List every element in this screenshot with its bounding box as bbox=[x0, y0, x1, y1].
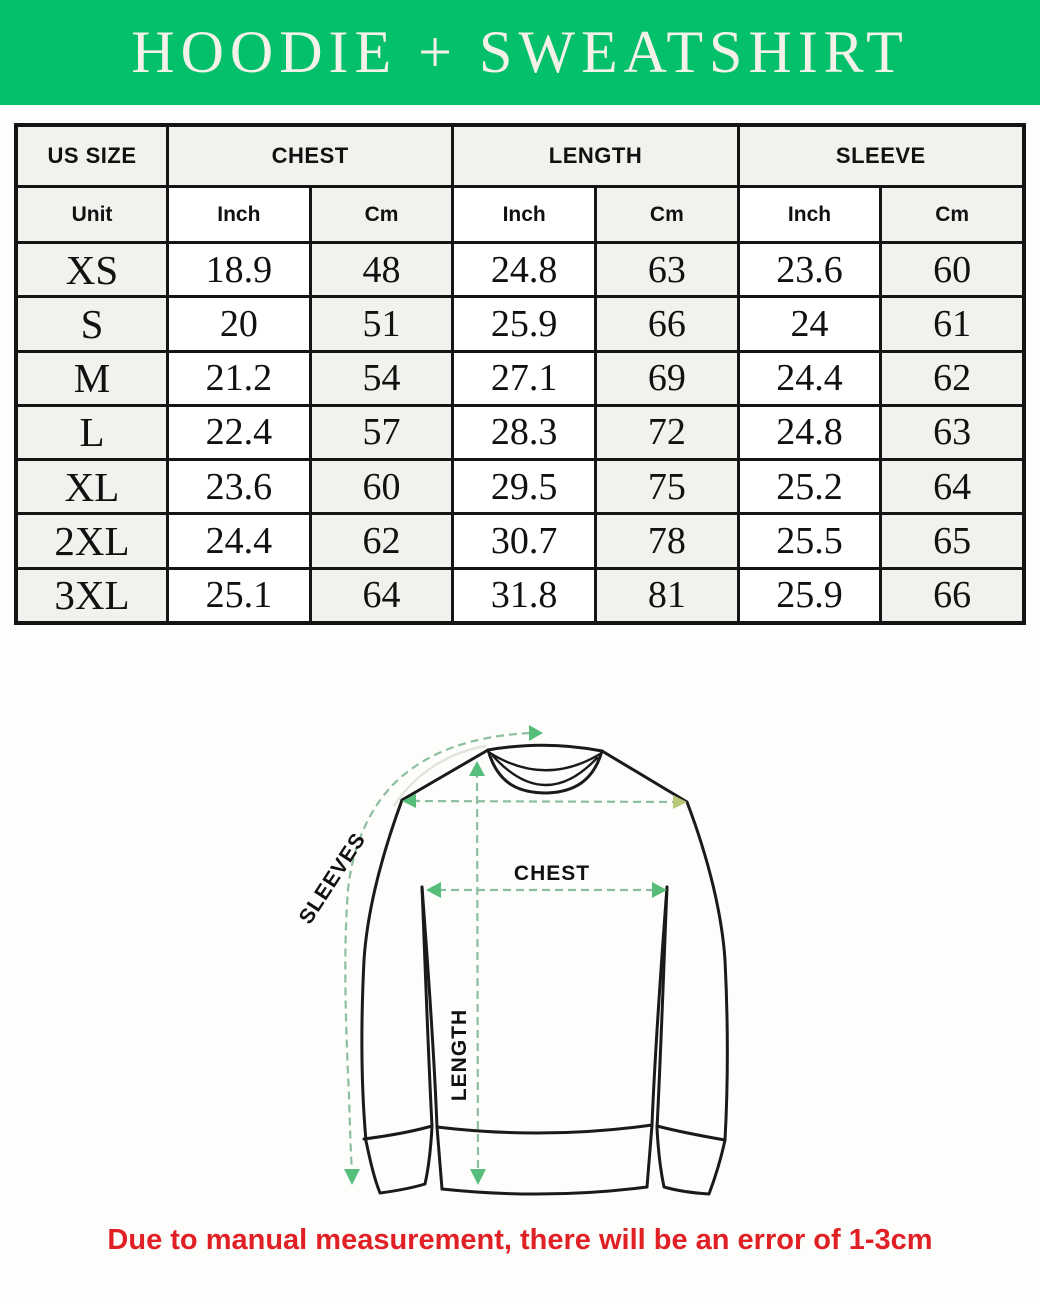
size-value-cell: 24.4 bbox=[740, 353, 880, 404]
unit-length-inch: Inch bbox=[454, 188, 594, 241]
sweatshirt-drawing bbox=[290, 690, 790, 1220]
size-value-cell: 24.4 bbox=[169, 515, 309, 566]
size-chart-table bbox=[14, 123, 1026, 625]
size-value-cell: 25.1 bbox=[169, 570, 309, 621]
size-value-cell: 23.6 bbox=[169, 461, 309, 512]
length-measure-line bbox=[477, 770, 478, 1174]
size-value-cell: 61 bbox=[882, 298, 1022, 349]
size-value-cell: 23.6 bbox=[740, 244, 880, 295]
size-value-cell: 24 bbox=[740, 298, 880, 349]
size-value-cell: 75 bbox=[597, 461, 737, 512]
size-value-cell: 66 bbox=[882, 570, 1022, 621]
size-value-cell: 25.9 bbox=[740, 570, 880, 621]
length-arrow-down bbox=[470, 1169, 486, 1185]
chest-label: CHEST bbox=[513, 862, 591, 885]
size-value-cell: 62 bbox=[882, 353, 1022, 404]
size-value-cell: 57 bbox=[312, 407, 452, 458]
size-value-cell: 65 bbox=[882, 515, 1022, 566]
size-value-cell: 64 bbox=[312, 570, 452, 621]
size-label: L bbox=[18, 407, 166, 458]
size-label: S bbox=[18, 298, 166, 349]
size-value-cell: 54 bbox=[312, 353, 452, 404]
sleeve-arrow-bottom bbox=[344, 1169, 360, 1185]
sleeve-arrow-top bbox=[529, 725, 543, 741]
unit-sleeve-inch: Inch bbox=[740, 188, 880, 241]
size-value-cell: 21.2 bbox=[169, 353, 309, 404]
page-title: HOODIE + SWEATSHIRT bbox=[131, 19, 909, 85]
size-value-cell: 51 bbox=[312, 298, 452, 349]
size-value-cell: 28.3 bbox=[454, 407, 594, 458]
size-value-cell: 66 bbox=[597, 298, 737, 349]
size-value-cell: 31.8 bbox=[454, 570, 594, 621]
size-label: XL bbox=[18, 461, 166, 512]
size-value-cell: 62 bbox=[312, 515, 452, 566]
size-value-cell: 60 bbox=[882, 244, 1022, 295]
size-value-cell: 25.9 bbox=[454, 298, 594, 349]
size-value-cell: 81 bbox=[597, 570, 737, 621]
unit-length-cm: Cm bbox=[597, 188, 737, 241]
size-value-cell: 69 bbox=[597, 353, 737, 404]
size-label: 3XL bbox=[18, 570, 166, 621]
sweatshirt-outline bbox=[362, 745, 727, 1194]
size-value-cell: 64 bbox=[882, 461, 1022, 512]
length-arrow-up bbox=[469, 761, 485, 776]
size-value-cell: 24.8 bbox=[740, 407, 880, 458]
title-banner bbox=[0, 0, 1040, 105]
size-value-cell: 30.7 bbox=[454, 515, 594, 566]
unit-header: Unit bbox=[18, 188, 166, 241]
size-value-cell: 63 bbox=[597, 244, 737, 295]
measure-lines bbox=[345, 733, 678, 1174]
shoulder-measure-line bbox=[412, 801, 678, 802]
size-label: 2XL bbox=[18, 515, 166, 566]
collar bbox=[488, 745, 602, 793]
length-label: LENGTH bbox=[448, 1008, 471, 1102]
size-value-cell: 63 bbox=[882, 407, 1022, 458]
size-value-cell: 24.8 bbox=[454, 244, 594, 295]
sleeves-label: SLEEVES bbox=[294, 828, 371, 929]
size-value-cell: 60 bbox=[312, 461, 452, 512]
size-value-cell: 72 bbox=[597, 407, 737, 458]
header-length: LENGTH bbox=[454, 127, 736, 185]
chest-arrow-left bbox=[426, 882, 441, 898]
measurement-disclaimer: Due to manual measurement, there will be an error of 1-3cm bbox=[107, 1224, 933, 1256]
size-label: M bbox=[18, 353, 166, 404]
size-value-cell: 78 bbox=[597, 515, 737, 566]
size-value-cell: 29.5 bbox=[454, 461, 594, 512]
measurement-diagram bbox=[290, 690, 790, 1220]
size-value-cell: 25.2 bbox=[740, 461, 880, 512]
sleeve-measure-line bbox=[345, 733, 530, 1172]
size-value-cell: 22.4 bbox=[169, 407, 309, 458]
size-value-cell: 25.5 bbox=[740, 515, 880, 566]
chest-arrow-right bbox=[652, 882, 667, 898]
size-value-cell: 27.1 bbox=[454, 353, 594, 404]
header-sleeve: SLEEVE bbox=[740, 127, 1022, 185]
unit-chest-cm: Cm bbox=[312, 188, 452, 241]
size-value-cell: 48 bbox=[312, 244, 452, 295]
unit-sleeve-cm: Cm bbox=[882, 188, 1022, 241]
size-value-cell: 20 bbox=[169, 298, 309, 349]
size-value-cell: 18.9 bbox=[169, 244, 309, 295]
unit-chest-inch: Inch bbox=[169, 188, 309, 241]
header-chest: CHEST bbox=[169, 127, 451, 185]
size-label: XS bbox=[18, 244, 166, 295]
measure-arrows bbox=[344, 725, 687, 1185]
header-us-size: US SIZE bbox=[18, 127, 166, 185]
